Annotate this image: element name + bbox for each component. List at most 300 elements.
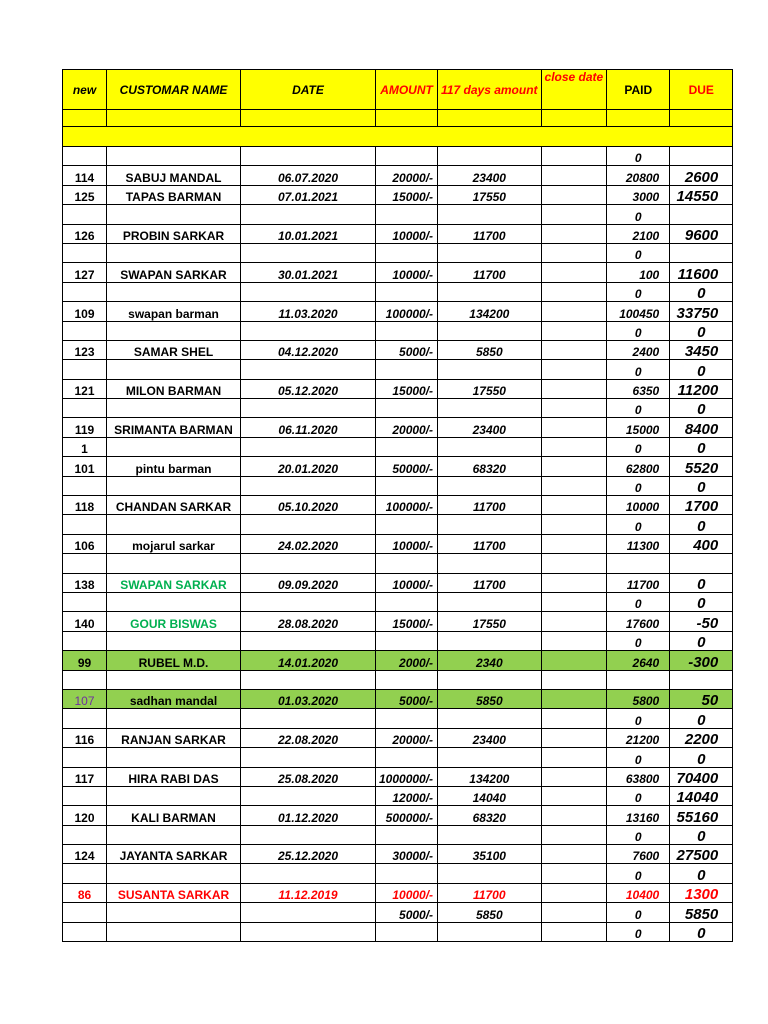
table-row: [63, 573, 733, 592]
cell-date: 06.11.2020: [241, 418, 376, 437]
cell-customer-name: CHANDAN SARKAR: [107, 496, 241, 515]
cell-117-days-amount: [438, 631, 541, 650]
cell-amount: 10000/-: [376, 224, 438, 243]
cell-date: 04.12.2020: [241, 340, 376, 359]
table-row: [63, 360, 733, 379]
cell-due: [670, 670, 733, 689]
cell-due: [670, 554, 733, 573]
cell-customer-name: [107, 476, 241, 495]
cell-new: 124: [63, 845, 107, 864]
cell-close-date: [541, 457, 607, 476]
cell-customer-name: mojarul sarkar: [107, 534, 241, 553]
cell-due: 8400: [670, 418, 733, 437]
cell-date: 14.01.2020: [241, 651, 376, 670]
cell-new: 114: [63, 166, 107, 185]
cell-117-days-amount: 68320: [438, 457, 541, 476]
cell-paid: 11700: [607, 573, 670, 592]
cell-amount: 12000/-: [376, 786, 438, 805]
cell-due: 0: [670, 437, 733, 456]
cell-new: [63, 554, 107, 573]
cell-paid: 62800: [607, 457, 670, 476]
cell-close-date: [541, 883, 607, 902]
table-row: [63, 534, 733, 553]
cell-close-date: [541, 554, 607, 573]
cell-new: [63, 243, 107, 262]
cell-amount: 5000/-: [376, 689, 438, 708]
table-row: [63, 554, 733, 573]
cell-new: [63, 515, 107, 534]
cell-date: 22.08.2020: [241, 728, 376, 747]
cell-117-days-amount: 14040: [438, 786, 541, 805]
cell-due: 0: [670, 476, 733, 495]
cell-customer-name: RUBEL M.D.: [107, 651, 241, 670]
cell-close-date: [541, 903, 607, 922]
cell-customer-name: swapan barman: [107, 302, 241, 321]
cell-new: [63, 631, 107, 650]
cell-paid: 5800: [607, 689, 670, 708]
cell-date: 01.03.2020: [241, 689, 376, 708]
cell-due: 5520: [670, 457, 733, 476]
cell-amount: 15000/-: [376, 612, 438, 631]
cell-due: 0: [670, 515, 733, 534]
header-due: DUE: [670, 70, 733, 110]
cell-new: [63, 360, 107, 379]
cell-customer-name: SWAPAN SARKAR: [107, 263, 241, 282]
cell-new: [63, 825, 107, 844]
cell-customer-name: SRIMANTA BARMAN: [107, 418, 241, 437]
cell-amount: [376, 515, 438, 534]
cell-new: 125: [63, 185, 107, 204]
cell-close-date: [541, 496, 607, 515]
cell-paid: 0: [607, 476, 670, 495]
cell-due: 1300: [670, 883, 733, 902]
cell-customer-name: [107, 437, 241, 456]
header-date: DATE: [241, 70, 376, 110]
cell-close-date: [541, 185, 607, 204]
cell-amount: 5000/-: [376, 340, 438, 359]
cell-due: 0: [670, 825, 733, 844]
cell-customer-name: GOUR BISWAS: [107, 612, 241, 631]
cell-amount: [376, 399, 438, 418]
cell-customer-name: [107, 709, 241, 728]
cell-close-date: [541, 282, 607, 301]
cell-paid: 0: [607, 515, 670, 534]
cell-new: [63, 709, 107, 728]
cell-paid: 2400: [607, 340, 670, 359]
cell-customer-name: [107, 360, 241, 379]
cell-new: 99: [63, 651, 107, 670]
cell-close-date: [541, 399, 607, 418]
cell-due: 400: [670, 534, 733, 553]
cell-date: [241, 903, 376, 922]
cell-amount: [376, 922, 438, 941]
cell-new: 106: [63, 534, 107, 553]
table-row: [63, 205, 733, 224]
cell-due: [670, 243, 733, 262]
cell-date: [241, 243, 376, 262]
cell-close-date: [541, 224, 607, 243]
cell-new: 120: [63, 806, 107, 825]
cell-customer-name: [107, 243, 241, 262]
cell-117-days-amount: [438, 670, 541, 689]
cell-customer-name: TAPAS BARMAN: [107, 185, 241, 204]
cell-date: 25.12.2020: [241, 845, 376, 864]
cell-close-date: [541, 166, 607, 185]
cell-amount: [376, 670, 438, 689]
table-row: [63, 845, 733, 864]
cell-amount: [376, 205, 438, 224]
cell-117-days-amount: 35100: [438, 845, 541, 864]
cell-new: [63, 147, 107, 166]
cell-customer-name: [107, 399, 241, 418]
cell-117-days-amount: [438, 437, 541, 456]
cell-customer-name: SUSANTA SARKAR: [107, 883, 241, 902]
cell-amount: [376, 748, 438, 767]
cell-due: 11200: [670, 379, 733, 398]
table-row: [63, 825, 733, 844]
cell-customer-name: [107, 147, 241, 166]
cell-new: [63, 786, 107, 805]
cell-due: 0: [670, 864, 733, 883]
cell-117-days-amount: [438, 205, 541, 224]
header-customer-name: CUSTOMAR NAME: [107, 70, 241, 110]
cell-amount: 20000/-: [376, 418, 438, 437]
cell-customer-name: [107, 592, 241, 611]
cell-close-date: [541, 728, 607, 747]
cell-new: 138: [63, 573, 107, 592]
cell-customer-name: [107, 321, 241, 340]
cell-amount: [376, 825, 438, 844]
cell-paid: 2100: [607, 224, 670, 243]
cell-amount: 10000/-: [376, 263, 438, 282]
cell-117-days-amount: 5850: [438, 340, 541, 359]
cell-due: 0: [670, 321, 733, 340]
cell-customer-name: SAMAR SHEL: [107, 340, 241, 359]
cell-close-date: [541, 302, 607, 321]
cell-customer-name: [107, 631, 241, 650]
table-row: [63, 612, 733, 631]
cell-paid: 0: [607, 360, 670, 379]
table-row: [63, 767, 733, 786]
cell-paid: [607, 554, 670, 573]
cell-customer-name: SWAPAN SARKAR: [107, 573, 241, 592]
cell-due: 50: [670, 689, 733, 708]
cell-117-days-amount: 134200: [438, 767, 541, 786]
table-row: [63, 437, 733, 456]
table-row: [63, 903, 733, 922]
cell-close-date: [541, 263, 607, 282]
cell-paid: 20800: [607, 166, 670, 185]
cell-new: 86: [63, 883, 107, 902]
cell-new: 107: [63, 689, 107, 708]
cell-new: [63, 321, 107, 340]
cell-amount: 20000/-: [376, 166, 438, 185]
cell-close-date: [541, 515, 607, 534]
cell-date: [241, 631, 376, 650]
cell-date: [241, 205, 376, 224]
cell-117-days-amount: 5850: [438, 689, 541, 708]
cell-new: 118: [63, 496, 107, 515]
cell-117-days-amount: [438, 554, 541, 573]
cell-customer-name: PROBIN SARKAR: [107, 224, 241, 243]
cell-due: 0: [670, 631, 733, 650]
cell-new: 126: [63, 224, 107, 243]
cell-117-days-amount: 68320: [438, 806, 541, 825]
cell-117-days-amount: 11700: [438, 573, 541, 592]
table-row: [63, 709, 733, 728]
cell-paid: 7600: [607, 845, 670, 864]
cell-close-date: [541, 651, 607, 670]
cell-close-date: [541, 476, 607, 495]
table-row: [63, 786, 733, 805]
cell-117-days-amount: [438, 147, 541, 166]
cell-date: [241, 147, 376, 166]
cell-amount: 15000/-: [376, 185, 438, 204]
cell-date: [241, 670, 376, 689]
cell-date: [241, 360, 376, 379]
cell-amount: 30000/-: [376, 845, 438, 864]
cell-paid: 13160: [607, 806, 670, 825]
cell-due: -300: [670, 651, 733, 670]
cell-due: 0: [670, 748, 733, 767]
table-row: [63, 670, 733, 689]
cell-paid: 0: [607, 864, 670, 883]
cell-close-date: [541, 864, 607, 883]
cell-customer-name: KALI BARMAN: [107, 806, 241, 825]
cell-date: 20.01.2020: [241, 457, 376, 476]
header-amount: AMOUNT: [376, 70, 438, 110]
header-row: [63, 70, 733, 110]
cell-new: [63, 670, 107, 689]
cell-date: [241, 321, 376, 340]
cell-amount: [376, 243, 438, 262]
cell-due: 0: [670, 573, 733, 592]
cell-close-date: [541, 748, 607, 767]
table-row: [63, 515, 733, 534]
cell-paid: 0: [607, 922, 670, 941]
cell-close-date: [541, 670, 607, 689]
cell-close-date: [541, 806, 607, 825]
cell-due: 33750: [670, 302, 733, 321]
yellow-band-row: [63, 127, 733, 147]
table-row: [63, 282, 733, 301]
cell-new: [63, 282, 107, 301]
cell-date: 10.01.2021: [241, 224, 376, 243]
cell-amount: [376, 147, 438, 166]
cell-due: 0: [670, 399, 733, 418]
table-row: [63, 631, 733, 650]
cell-amount: [376, 864, 438, 883]
cell-date: 11.12.2019: [241, 883, 376, 902]
cell-paid: 21200: [607, 728, 670, 747]
table-row: [63, 457, 733, 476]
cell-117-days-amount: [438, 321, 541, 340]
table-row: [63, 806, 733, 825]
cell-117-days-amount: [438, 282, 541, 301]
header-117-days-amount: 117 days amount: [438, 70, 541, 110]
cell-paid: 0: [607, 282, 670, 301]
cell-customer-name: [107, 786, 241, 805]
cell-117-days-amount: 11700: [438, 883, 541, 902]
cell-close-date: [541, 631, 607, 650]
cell-paid: 100450: [607, 302, 670, 321]
cell-117-days-amount: [438, 399, 541, 418]
cell-customer-name: [107, 864, 241, 883]
cell-date: [241, 864, 376, 883]
cell-customer-name: [107, 748, 241, 767]
cell-due: 14040: [670, 786, 733, 805]
cell-date: 28.08.2020: [241, 612, 376, 631]
cell-due: 0: [670, 922, 733, 941]
cell-amount: [376, 360, 438, 379]
table-row: [63, 340, 733, 359]
cell-close-date: [541, 767, 607, 786]
cell-new: 1: [63, 437, 107, 456]
cell-paid: 0: [607, 147, 670, 166]
cell-paid: [607, 670, 670, 689]
cell-date: [241, 399, 376, 418]
cell-amount: [376, 476, 438, 495]
cell-date: [241, 825, 376, 844]
cell-paid: 10000: [607, 496, 670, 515]
cell-customer-name: [107, 515, 241, 534]
cell-due: 2200: [670, 728, 733, 747]
cell-paid: 0: [607, 631, 670, 650]
cell-close-date: [541, 786, 607, 805]
cell-paid: 100: [607, 263, 670, 282]
cell-date: 30.01.2021: [241, 263, 376, 282]
cell-new: [63, 864, 107, 883]
cell-due: 3450: [670, 340, 733, 359]
table-row: [63, 689, 733, 708]
cell-paid: 17600: [607, 612, 670, 631]
table-row: [63, 748, 733, 767]
cell-date: 05.12.2020: [241, 379, 376, 398]
cell-new: [63, 903, 107, 922]
table-row: [63, 476, 733, 495]
cell-amount: [376, 321, 438, 340]
cell-117-days-amount: 11700: [438, 496, 541, 515]
cell-close-date: [541, 573, 607, 592]
cell-paid: 63800: [607, 767, 670, 786]
cell-customer-name: RANJAN SARKAR: [107, 728, 241, 747]
cell-due: 14550: [670, 185, 733, 204]
cell-amount: 10000/-: [376, 534, 438, 553]
cell-117-days-amount: 23400: [438, 166, 541, 185]
cell-117-days-amount: [438, 476, 541, 495]
cell-close-date: [541, 418, 607, 437]
table-row: [63, 651, 733, 670]
cell-close-date: [541, 340, 607, 359]
cell-due: 0: [670, 592, 733, 611]
cell-new: [63, 748, 107, 767]
cell-new: 140: [63, 612, 107, 631]
cell-117-days-amount: 23400: [438, 728, 541, 747]
cell-new: [63, 922, 107, 941]
cell-new: 101: [63, 457, 107, 476]
table-row: [63, 399, 733, 418]
cell-due: 2600: [670, 166, 733, 185]
cell-amount: 1000000/-: [376, 767, 438, 786]
cell-due: [670, 147, 733, 166]
cell-paid: 0: [607, 437, 670, 456]
cell-amount: [376, 437, 438, 456]
cell-new: [63, 476, 107, 495]
cell-date: [241, 709, 376, 728]
cell-new: [63, 399, 107, 418]
cell-date: 25.08.2020: [241, 767, 376, 786]
cell-paid: 15000: [607, 418, 670, 437]
cell-117-days-amount: [438, 515, 541, 534]
table-row: [63, 147, 733, 166]
cell-117-days-amount: 11700: [438, 224, 541, 243]
table-row: [63, 166, 733, 185]
table-row: [63, 864, 733, 883]
cell-close-date: [541, 592, 607, 611]
cell-amount: [376, 709, 438, 728]
cell-due: 0: [670, 360, 733, 379]
cell-new: 121: [63, 379, 107, 398]
header-new: new: [63, 70, 107, 110]
cell-customer-name: [107, 282, 241, 301]
cell-117-days-amount: [438, 922, 541, 941]
table-row: [63, 418, 733, 437]
cell-117-days-amount: [438, 748, 541, 767]
cell-paid: 0: [607, 243, 670, 262]
cell-date: [241, 592, 376, 611]
cell-paid: 0: [607, 399, 670, 418]
cell-117-days-amount: [438, 864, 541, 883]
cell-new: 116: [63, 728, 107, 747]
cell-paid: 0: [607, 592, 670, 611]
cell-date: [241, 282, 376, 301]
cell-customer-name: [107, 205, 241, 224]
cell-customer-name: [107, 922, 241, 941]
cell-due: 55160: [670, 806, 733, 825]
cell-date: [241, 786, 376, 805]
cell-close-date: [541, 205, 607, 224]
cell-117-days-amount: 5850: [438, 903, 541, 922]
table-row: [63, 224, 733, 243]
cell-date: 24.02.2020: [241, 534, 376, 553]
cell-amount: 10000/-: [376, 883, 438, 902]
customer-ledger-table: [62, 69, 733, 942]
cell-customer-name: [107, 903, 241, 922]
header-close-date: close date: [541, 70, 607, 110]
cell-paid: 3000: [607, 185, 670, 204]
cell-due: 11600: [670, 263, 733, 282]
cell-amount: 2000/-: [376, 651, 438, 670]
cell-close-date: [541, 845, 607, 864]
cell-amount: 10000/-: [376, 573, 438, 592]
cell-new: 119: [63, 418, 107, 437]
cell-new: 117: [63, 767, 107, 786]
header-subrow: [63, 110, 733, 127]
cell-customer-name: [107, 825, 241, 844]
table-row: [63, 922, 733, 941]
cell-117-days-amount: 2340: [438, 651, 541, 670]
cell-due: 0: [670, 709, 733, 728]
cell-due: 0: [670, 282, 733, 301]
cell-date: 01.12.2020: [241, 806, 376, 825]
cell-date: 09.09.2020: [241, 573, 376, 592]
cell-amount: [376, 554, 438, 573]
cell-paid: 0: [607, 786, 670, 805]
cell-close-date: [541, 825, 607, 844]
cell-date: [241, 748, 376, 767]
cell-117-days-amount: 11700: [438, 263, 541, 282]
cell-117-days-amount: [438, 709, 541, 728]
